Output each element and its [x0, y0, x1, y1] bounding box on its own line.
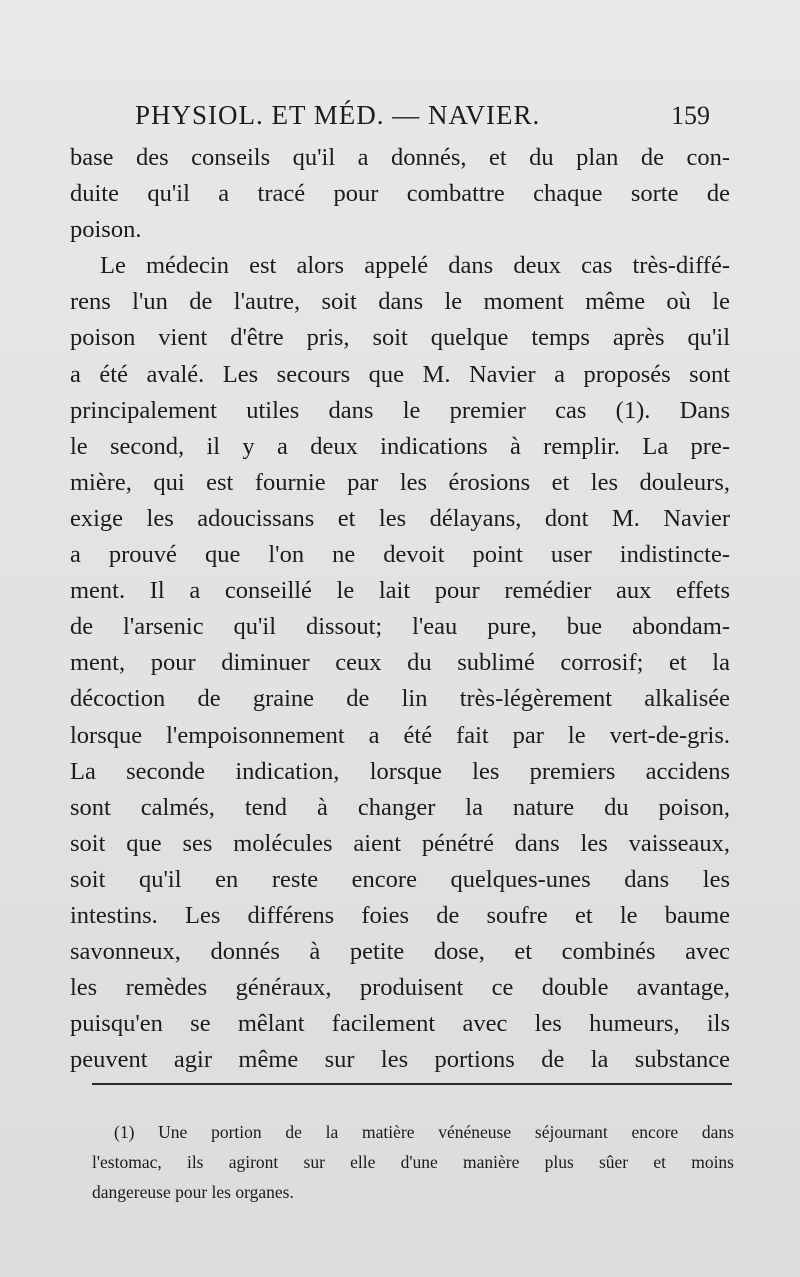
text-line: poison. [70, 216, 142, 244]
text-line: poison vient d'être pris, soit quelque temps après qu'il [70, 324, 730, 352]
text-line: sont calmés, tend à changer la nature du poison, [70, 793, 730, 821]
text-line: ment. Il a conseillé le lait pour remédier aux effets [70, 577, 730, 605]
text-line: La seconde indication, lorsque les premiers accidens [70, 757, 730, 785]
footnote-line: l'estomac, ils agiront sur elle d'une manière plus sûer et moins [92, 1152, 734, 1172]
text-line: ment, pour diminuer ceux du sublimé corrosif; et la [70, 649, 730, 677]
text-line: décoction de graine de lin très-légèrement alkalisée [70, 685, 730, 713]
main-text [70, 140, 730, 1078]
text-line: soit qu'il en reste encore quelques-unes dans les [70, 865, 730, 893]
text-line: de l'arsenic qu'il dissout; l'eau pure, bue abondam- [70, 613, 730, 641]
text-line: a prouvé que l'on ne devoit point user indistincte- [70, 541, 730, 569]
running-head [135, 100, 710, 131]
text-line: puisqu'en se mêlant facilement avec les humeurs, ils [70, 1010, 730, 1038]
footnote-line: dangereuse pour les organes. [92, 1182, 294, 1202]
text-line: duite qu'il a tracé pour combattre chaque sorte de [70, 180, 730, 208]
text-line: lorsque l'empoisonnement a été fait par le vert-de-gris. [70, 721, 730, 749]
text-line: soit que ses molécules aient pénétré dans les vaisseaux, [70, 829, 730, 857]
text-line: principalement utiles dans le premier cas (1). Dans [70, 396, 730, 424]
footnote-line: (1) Une portion de la matière vénéneuse séjournant encore dans [114, 1122, 734, 1142]
text-line: exige les adoucissans et les délayans, dont M. Navier [70, 504, 730, 532]
text-line: mière, qui est fournie par les érosions et les douleurs, [70, 468, 730, 496]
text-line: rens l'un de l'autre, soit dans le moment même où le [70, 288, 730, 316]
text-line: a été avalé. Les secours que M. Navier a proposés sont [70, 360, 730, 388]
text-line: les remèdes généraux, produisent ce double avantage, [70, 974, 730, 1002]
text-line: le second, il y a deux indications à remplir. La pre- [70, 432, 730, 460]
running-title: PHYSIOL. ET MÉD. — NAVIER. [135, 100, 541, 130]
page-number: 159 [671, 101, 710, 130]
text-line: intestins. Les différens foies de soufre et le baume [70, 901, 730, 929]
text-line: peuvent agir même sur les portions de la substance [70, 1046, 730, 1074]
text-line: Le médecin est alors appelé dans deux cas très-diffé- [100, 252, 730, 280]
footnote-rule [92, 1083, 732, 1085]
footnote [92, 1117, 734, 1207]
text-line: base des conseils qu'il a donnés, et du plan de con- [70, 144, 730, 171]
text-line: savonneux, donnés à petite dose, et combinés avec [70, 938, 730, 966]
